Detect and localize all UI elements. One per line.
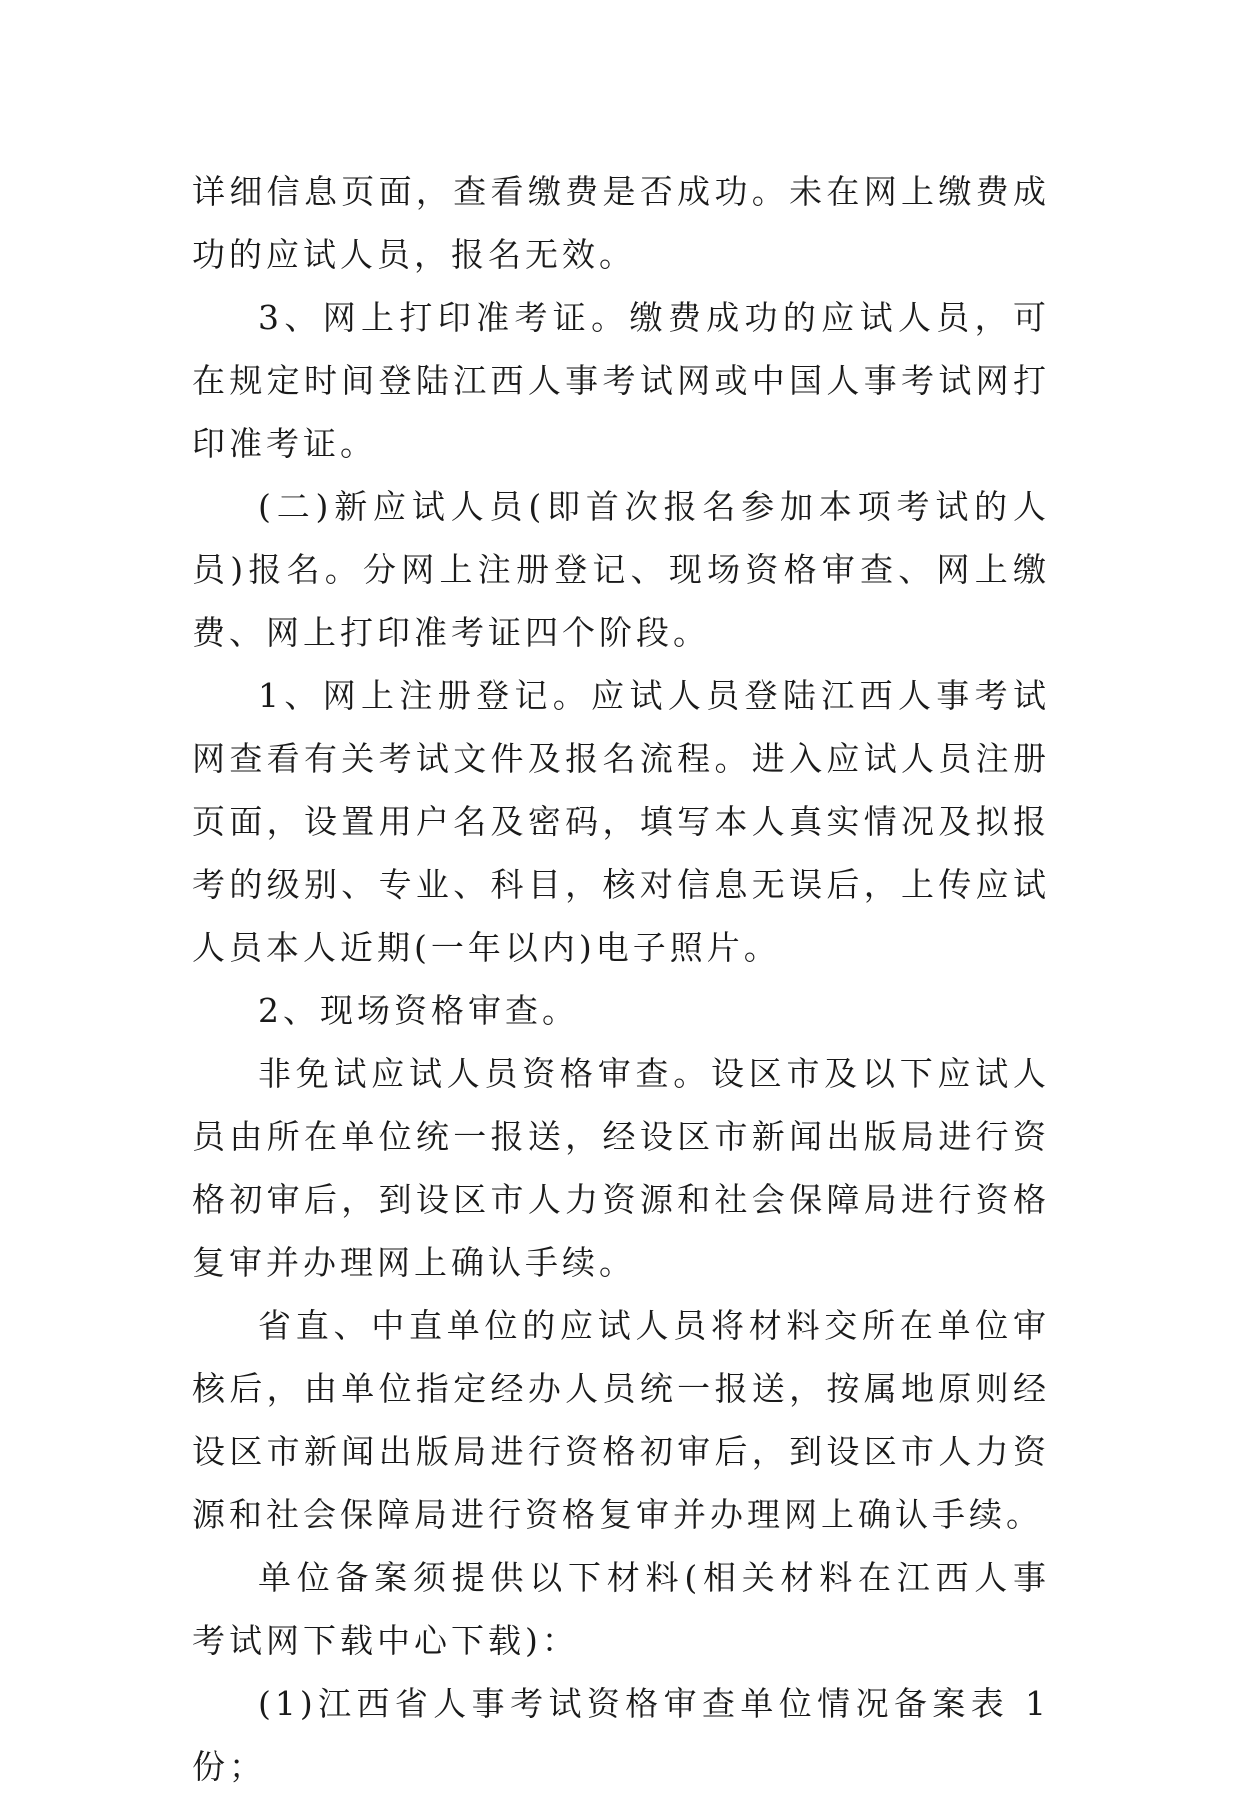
paragraph-non-exempt-review: 非免试应试人员资格审查。设区市及以下应试人员由所在单位统一报送，经设区市新闻出版局进行资格初审后，到设区市人力资源和社会保障局进行资格复审并办理网上确认手续。 <box>192 1054 1050 1282</box>
paragraph-payment-result: 详细信息页面，查看缴费是否成功。未在网上缴费成功的应试人员，报名无效。 <box>192 172 1050 274</box>
paragraph-onsite-review-heading: 2、现场资格审查。 <box>258 991 579 1030</box>
paragraph-material-item-1: (1)江西省人事考试资格审查单位情况备案表 1 份； <box>192 1684 1050 1786</box>
paragraph-new-candidate-registration: (二)新应试人员(即首次报名参加本项考试的人员)报名。分网上注册登记、现场资格审查、网上缴费、网上打印准考证四个阶段。 <box>192 487 1050 652</box>
document-body <box>192 160 1050 1798</box>
paragraph-provincial-central-units: 省直、中直单位的应试人员将材料交所在单位审核后，由单位指定经办人员统一报送，按属地原则经设区市新闻出版局进行资格初审后，到设区市人力资源和社会保障局进行资格复审并办理网上确认手续。 <box>192 1306 1050 1534</box>
paragraph-online-registration: 1、网上注册登记。应试人员登陆江西人事考试网查看有关考试文件及报名流程。进入应试人员注册页面，设置用户名及密码，填写本人真实情况及拟报考的级别、专业、科目，核对信息无误后，上传应试人员本人近期(一年以内)电子照片。 <box>192 676 1050 967</box>
paragraph-print-admission-ticket: 3、网上打印准考证。缴费成功的应试人员，可在规定时间登陆江西人事考试网或中国人事考试网打印准考证。 <box>192 298 1050 463</box>
paragraph-unit-filing-materials: 单位备案须提供以下材料(相关材料在江西人事考试网下载中心下载)： <box>192 1558 1050 1660</box>
